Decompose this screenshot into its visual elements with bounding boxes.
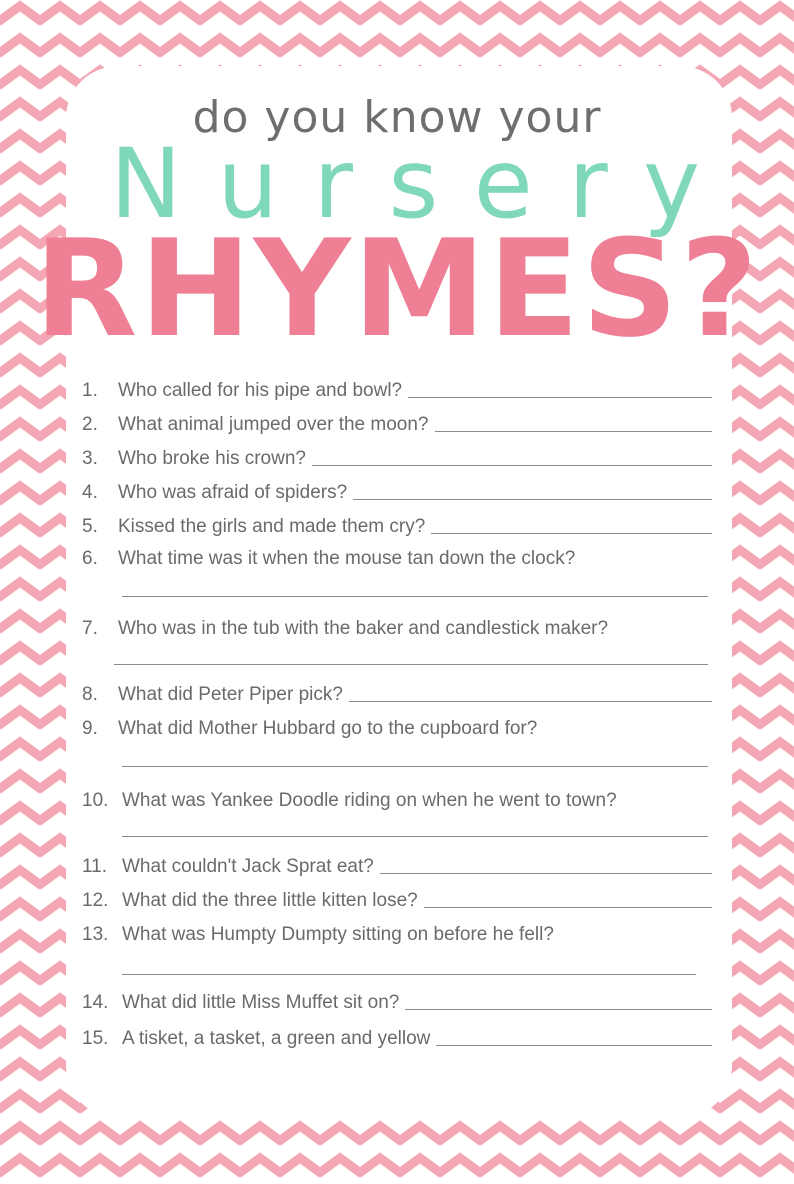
title-letter: u <box>217 128 279 240</box>
answer-line[interactable] <box>312 447 712 466</box>
answer-line[interactable] <box>408 379 712 398</box>
question-item <box>82 1020 712 1050</box>
question-item <box>82 984 712 1014</box>
title-letter: N <box>110 128 182 240</box>
question-number: 12. <box>82 890 109 911</box>
question-text: A tisket, a tasket, a green and yellow <box>122 1028 431 1049</box>
question-text: What did little Miss Muffet sit on? <box>122 992 400 1013</box>
question-text: Who was in the tub with the baker and candlestick maker? <box>118 618 609 639</box>
question-number: 15. <box>82 1028 109 1049</box>
title-letter: r <box>313 128 353 240</box>
question-number: 7. <box>82 618 98 639</box>
title-letter: r <box>568 128 608 240</box>
question-item <box>82 440 712 470</box>
title-line-1: do you know your <box>192 92 602 143</box>
question-item <box>82 848 712 878</box>
question-text: Who broke his crown? <box>118 448 306 469</box>
question-text: What did Mother Hubbard go to the cupboard for? <box>118 718 538 739</box>
question-text: What was Yankee Doodle riding on when he went to town? <box>122 790 617 811</box>
question-number: 8. <box>82 684 98 705</box>
question-text: What did Peter Piper pick? <box>118 684 343 705</box>
question-number: 10. <box>82 790 109 811</box>
question-item <box>82 782 712 812</box>
answer-line[interactable] <box>114 664 708 665</box>
question-item <box>82 540 712 570</box>
question-text: What did the three little kitten lose? <box>122 890 418 911</box>
question-number: 14. <box>82 992 109 1013</box>
question-number: 5. <box>82 516 98 537</box>
question-text: What was Humpty Dumpty sitting on before he fell? <box>122 924 554 945</box>
answer-line[interactable] <box>122 596 708 597</box>
question-item <box>82 916 712 946</box>
question-item <box>82 676 712 706</box>
question-number: 6. <box>82 548 98 569</box>
question-item <box>82 372 712 402</box>
answer-line[interactable] <box>349 683 712 702</box>
question-item <box>82 710 712 740</box>
answer-line[interactable] <box>122 974 696 975</box>
question-item <box>82 474 712 504</box>
question-number: 13. <box>82 924 109 945</box>
answer-line[interactable] <box>424 889 712 908</box>
question-number: 11. <box>82 856 108 877</box>
question-number: 4. <box>82 482 98 503</box>
answer-line[interactable] <box>435 413 713 432</box>
answer-line[interactable] <box>431 515 712 534</box>
title-letter: y <box>643 128 700 240</box>
question-text: Who was afraid of spiders? <box>118 482 348 503</box>
question-item <box>82 882 712 912</box>
question-item <box>82 610 712 640</box>
question-number: 2. <box>82 414 98 435</box>
answer-line[interactable] <box>122 766 708 767</box>
answer-line[interactable] <box>436 1027 712 1046</box>
question-item <box>82 406 712 436</box>
question-text: What couldn't Jack Sprat eat? <box>122 856 374 877</box>
title-line-3: RHYMES? <box>34 211 760 367</box>
answer-line[interactable] <box>405 991 712 1010</box>
question-number: 9. <box>82 718 98 739</box>
question-text: What animal jumped over the moon? <box>118 414 429 435</box>
title-letter: e <box>473 128 533 240</box>
question-text: What time was it when the mouse tan down the clock? <box>118 548 576 569</box>
question-text: Who called for his pipe and bowl? <box>118 380 403 401</box>
answer-line[interactable] <box>380 855 712 874</box>
question-text: Kissed the girls and made them cry? <box>118 516 426 537</box>
question-number: 1. <box>82 380 98 401</box>
question-item <box>82 508 712 538</box>
question-number: 3. <box>82 448 98 469</box>
title-letter: s <box>388 128 439 240</box>
answer-line[interactable] <box>122 836 708 837</box>
answer-line[interactable] <box>353 481 712 500</box>
